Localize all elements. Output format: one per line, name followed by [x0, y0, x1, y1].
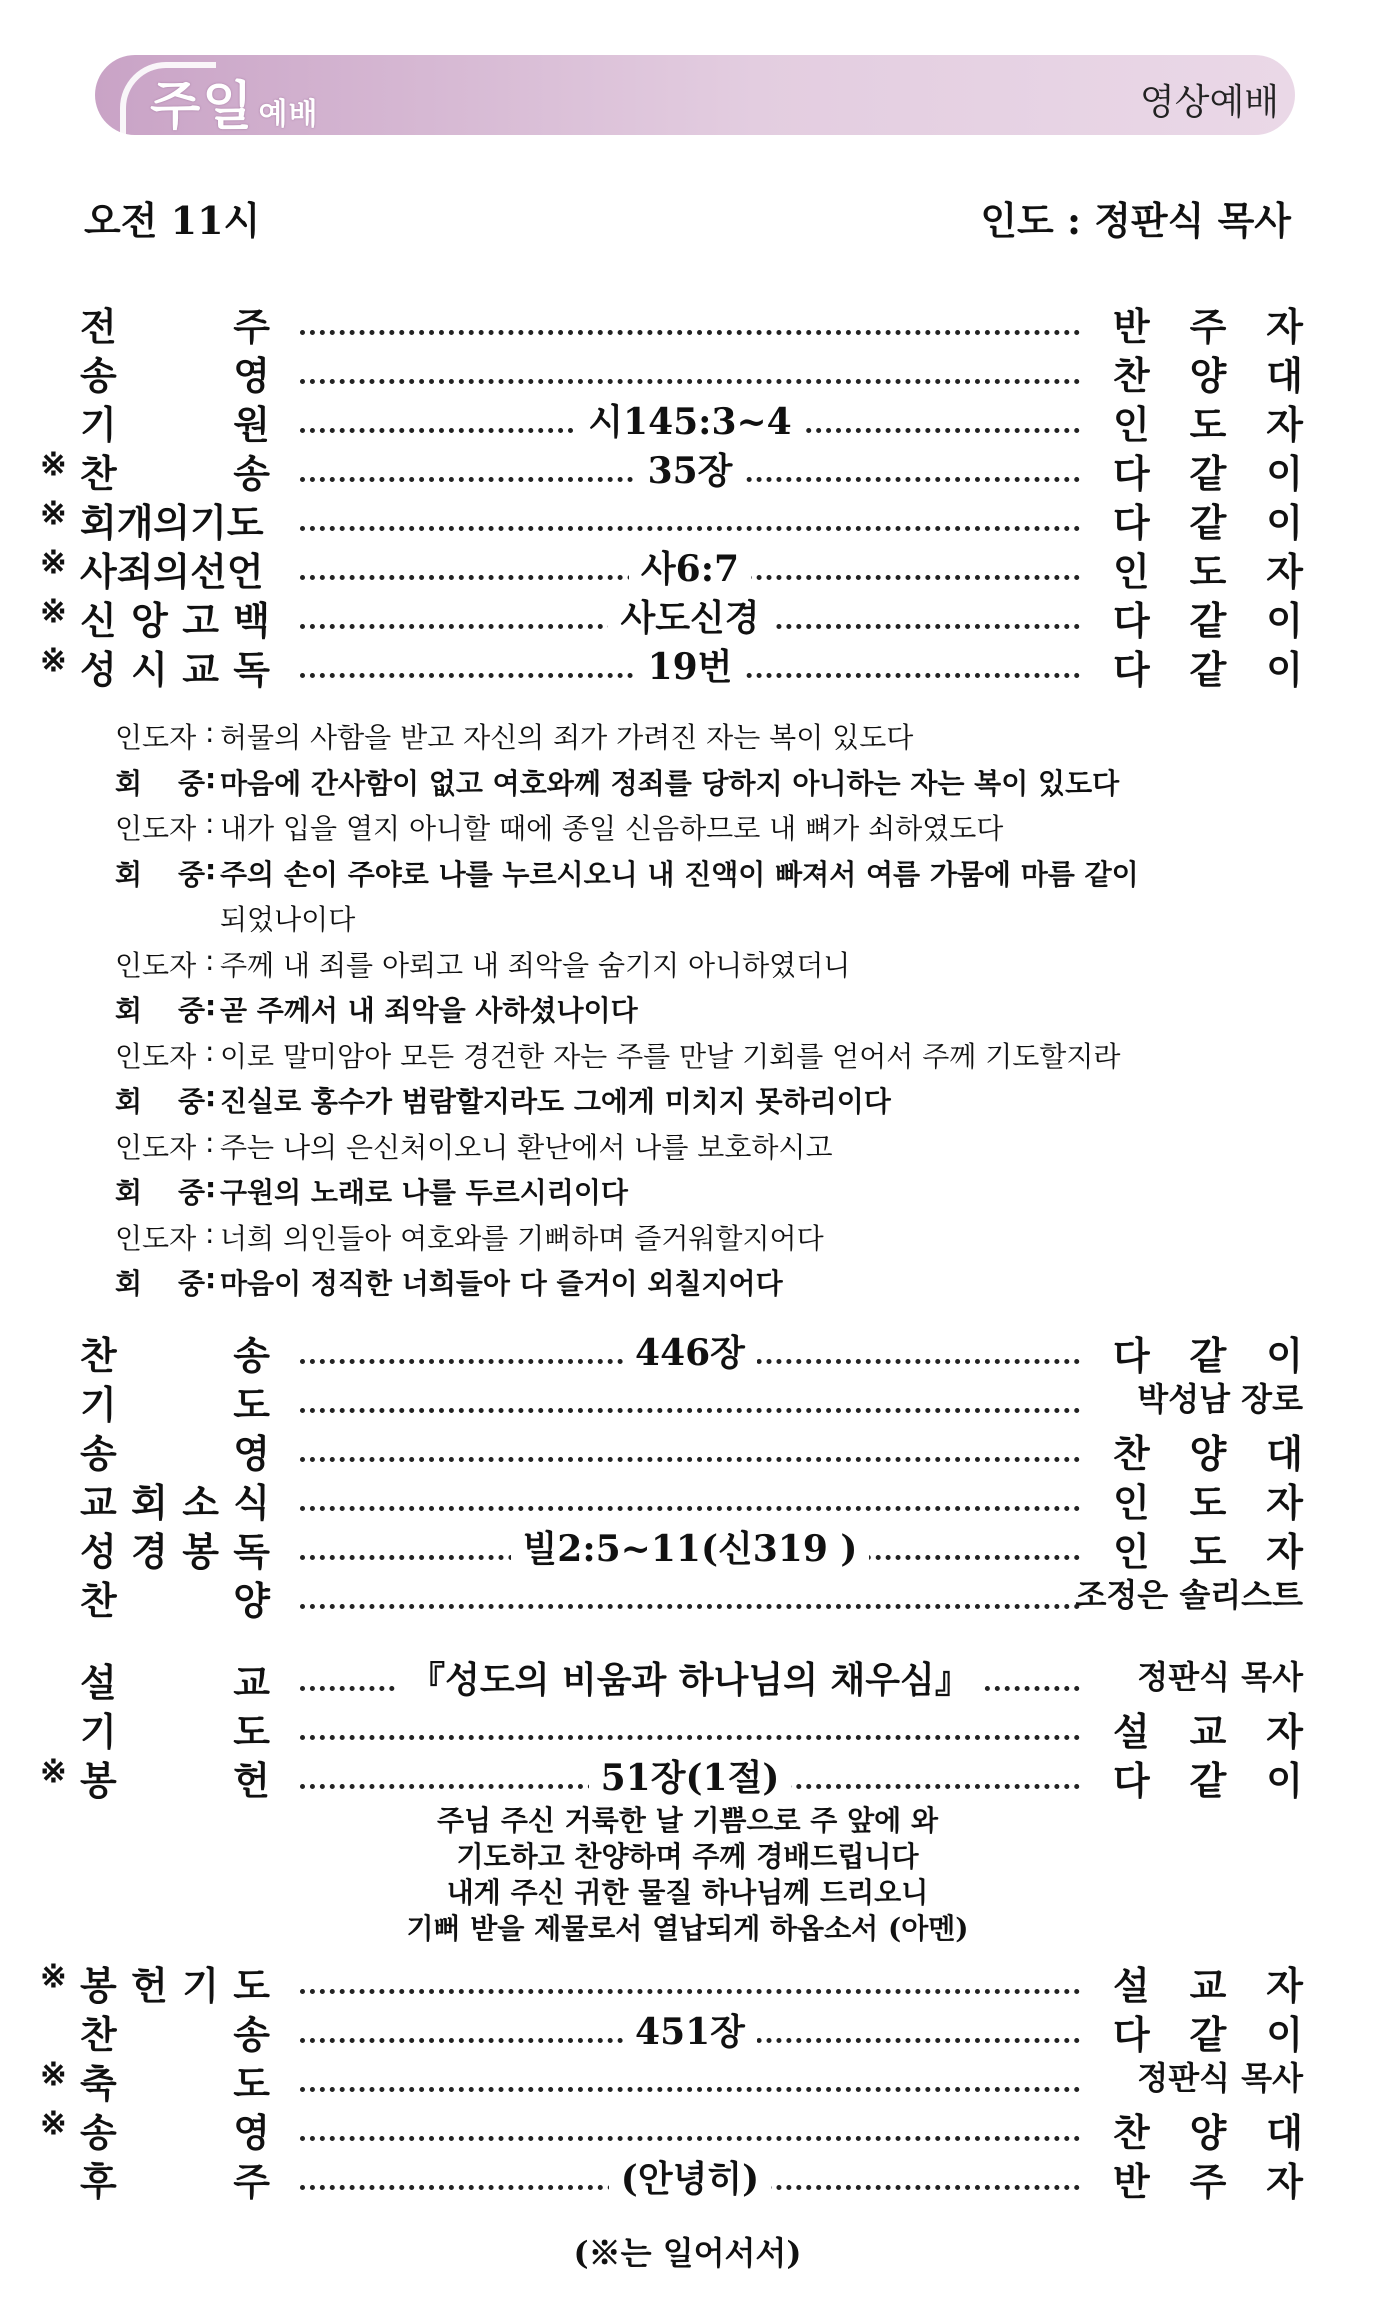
standing-mark: ※: [40, 2104, 67, 2142]
speaker-label: [115, 989, 205, 1029]
speaker-text: 인도자: [115, 1221, 197, 1255]
person-char: 다: [1113, 1758, 1150, 1803]
order-person: [1113, 443, 1303, 498]
speaker-char: 중: [177, 857, 205, 891]
reading-line: [0, 1035, 1375, 1079]
standing-mark: ※: [40, 1752, 67, 1790]
order-person: [1113, 1701, 1303, 1756]
label-char: 후: [80, 2159, 117, 2204]
person-char: 인: [1113, 1529, 1150, 1574]
speaker-char: 회: [115, 1267, 143, 1300]
order-person: [1113, 394, 1303, 449]
order-row: [0, 394, 1375, 447]
speaker-colon: :: [205, 1034, 215, 1068]
label-char: 앙: [131, 598, 168, 643]
order-person: [1113, 541, 1303, 596]
speaker-colon: :: [205, 1125, 215, 1159]
reading-text: 진실로 홍수가 범람할지라도 그에게 미치지 못하리이다: [220, 1085, 891, 1118]
speaker-label: [115, 1126, 205, 1166]
reading-text: 곧 주께서 내 죄악을 사하셨나이다: [220, 994, 638, 1027]
order-person: [1113, 1472, 1303, 1527]
speaker-text: 인도자: [115, 1039, 197, 1073]
order-row: [0, 2004, 1375, 2057]
speaker-label: [115, 1262, 205, 1302]
order-person: [1113, 639, 1303, 694]
order-person: [1113, 296, 1303, 351]
standing-mark: ※: [40, 543, 67, 581]
speaker-colon: :: [205, 807, 215, 840]
person-char: 자: [1266, 1480, 1303, 1525]
reading-text: 마음이 정직한 너희들아 다 즐거이 외칠지어다: [220, 1267, 783, 1300]
order-detail: [300, 2004, 1080, 2055]
order-person: [1113, 590, 1303, 645]
order-detail-text: 446장: [623, 1332, 757, 1374]
label-char: 도: [233, 1709, 270, 1754]
person-char: 도: [1189, 1480, 1227, 1525]
order-person: [1137, 1652, 1303, 1698]
label-char: 주: [233, 304, 270, 349]
label-char: 성: [80, 647, 117, 692]
label-char: 회개의기도: [80, 500, 264, 545]
person-char: 같: [1189, 647, 1227, 692]
order-detail-text: 51장(1절): [589, 1757, 792, 1799]
order-detail: [300, 1521, 1080, 1572]
speaker-colon: :: [205, 852, 217, 886]
person-char: 같: [1189, 1758, 1227, 1803]
label-char: 경: [131, 1529, 168, 1574]
order-label: [80, 1423, 270, 1478]
speaker-label: [115, 1217, 205, 1257]
speaker-colon: :: [205, 716, 215, 749]
person-char: 인: [1113, 1480, 1150, 1525]
speaker-char: 회: [115, 1176, 143, 1209]
label-char: 백: [233, 598, 270, 643]
person-char: 찬: [1113, 2110, 1150, 2155]
order-label: [80, 590, 270, 645]
person-char: 대: [1266, 1431, 1303, 1476]
label-char: 송: [80, 353, 117, 398]
banner-subtitle: 영상예배: [1139, 82, 1279, 123]
label-char: 교: [80, 1480, 117, 1525]
label-char: 봉: [80, 1758, 117, 1803]
label-char: 찬: [80, 451, 117, 496]
label-char: 독: [233, 647, 270, 692]
person-char: 자: [1266, 1709, 1303, 1754]
speaker-colon: :: [205, 943, 215, 977]
order-row: [0, 1955, 1375, 2008]
reading-line: [0, 716, 1375, 760]
order-person: [1113, 345, 1303, 400]
order-row: [0, 2102, 1375, 2155]
order-detail-text: 사6:7: [629, 548, 751, 590]
person-char: 같: [1189, 500, 1227, 545]
order-person: [1137, 2053, 1303, 2099]
order-row: [0, 1570, 1375, 1623]
speaker-label: [115, 762, 205, 802]
order-detail-text: 빌2:5~11(신319 ): [511, 1528, 870, 1570]
person-char: 다: [1113, 451, 1150, 496]
person-char: 도: [1189, 549, 1227, 594]
dot-leader: [300, 1729, 1080, 1740]
label-char: 영: [233, 2110, 270, 2155]
person-char: 같: [1189, 2012, 1227, 2057]
speaker-char: 회: [115, 766, 143, 800]
person-char: 설: [1113, 1963, 1150, 2008]
label-char: 봉: [182, 1529, 219, 1574]
speaker-label: [115, 1080, 205, 1120]
order-person: [1113, 492, 1303, 547]
speaker-colon: :: [205, 761, 217, 795]
order-detail: [300, 639, 1080, 690]
order-detail-text: 35장: [636, 450, 745, 492]
person-char: 인: [1113, 549, 1150, 594]
label-char: 도: [233, 2061, 270, 2106]
label-char: 송: [233, 451, 270, 496]
speaker-colon: :: [205, 1262, 217, 1295]
label-char: 도: [233, 1382, 270, 1427]
order-detail: [300, 1652, 1080, 1703]
order-label: [80, 1570, 270, 1625]
dot-leader: [300, 1983, 1080, 1994]
person-char: 이: [1266, 500, 1303, 545]
reading-line: [0, 1217, 1375, 1261]
order-detail-text: 19번: [636, 646, 745, 688]
dot-leader: [300, 1500, 1080, 1511]
label-char: 교: [182, 647, 219, 692]
label-char: 찬: [80, 2012, 117, 2057]
dot-leader: [300, 2130, 1080, 2141]
speaker-text: 인도자: [115, 721, 197, 754]
order-detail-text: 451장: [623, 2011, 757, 2053]
person-char: 교: [1189, 1709, 1227, 1754]
person-char: 이: [1266, 647, 1303, 692]
label-char: 도: [233, 1963, 270, 2008]
person-char: 자: [1266, 304, 1303, 349]
order-row: [0, 1701, 1375, 1754]
reading-text: 마음에 간사함이 없고 여호와께 정죄를 당하지 아니하는 자는 복이 있도다: [220, 766, 1120, 800]
label-char: 원: [233, 402, 270, 447]
order-detail: [300, 541, 1080, 592]
order-label: [80, 1955, 270, 2010]
person-char: 자: [1266, 549, 1303, 594]
person-char: 다: [1113, 647, 1150, 692]
order-detail: [300, 2151, 1080, 2202]
order-label: [80, 2053, 270, 2108]
order-row: [0, 2053, 1375, 2106]
footnote: (※는 일어서서): [573, 2234, 802, 2272]
order-label: [80, 296, 270, 351]
standing-mark: ※: [40, 641, 67, 679]
label-char: 송: [80, 2110, 117, 2155]
label-char: 송: [233, 2012, 270, 2057]
reading-line: [0, 853, 1375, 897]
order-label: [80, 443, 270, 498]
person-char: 찬: [1113, 1431, 1150, 1476]
person-char: 교: [1189, 1963, 1227, 2008]
order-detail: [300, 1325, 1080, 1376]
service-time: 오전 11시: [84, 198, 261, 243]
order-label: [80, 1374, 270, 1429]
reading-line: [0, 944, 1375, 988]
offertory-lyric: 주님 주신 거룩한 날 기쁨으로 주 앞에 와: [436, 1804, 938, 1837]
speaker-colon: :: [205, 989, 217, 1022]
person-char: 다: [1113, 1333, 1150, 1378]
order-row: [0, 1521, 1375, 1574]
speaker-colon: :: [205, 1171, 217, 1204]
person-char: 박성남 장로: [1137, 1380, 1303, 1418]
label-char: 설: [80, 1660, 117, 1705]
order-detail-text: 시145:3~4: [576, 401, 803, 443]
order-label: [80, 1652, 270, 1707]
reading-text: 허물의 사함을 받고 자신의 죄가 가려진 자는 복이 있도다: [220, 721, 914, 754]
order-label: [80, 541, 270, 596]
person-char: 자: [1266, 402, 1303, 447]
person-char: 자: [1266, 1529, 1303, 1574]
offertory-lyric: 기도하고 찬양하며 주께 경배드립니다: [456, 1840, 919, 1873]
reading-text: 주의 손이 주야로 나를 누르시오니 내 진액이 빠져서 여름 가뭄에 마름 같이: [220, 857, 1139, 891]
person-char: 정판식 목사: [1137, 1658, 1303, 1696]
banner-title-main: 주일: [150, 77, 255, 137]
person-char: 대: [1266, 353, 1303, 398]
offertory-lyric: 내게 주신 귀한 물질 하나님께 드리오니: [446, 1876, 929, 1909]
order-label: [80, 1701, 270, 1756]
person-char: 자: [1266, 1963, 1303, 2008]
reading-text: 너희 의인들아 여호와를 기뻐하며 즐거워할지어다: [220, 1221, 824, 1255]
speaker-text: 인도자: [115, 1130, 197, 1164]
label-char: 주: [233, 2159, 270, 2204]
person-char: 같: [1189, 598, 1227, 643]
dot-leader: [300, 520, 1080, 531]
order-row: [0, 1750, 1375, 1803]
speaker-char: 회: [115, 1085, 143, 1118]
order-detail: [300, 1750, 1080, 1801]
order-person: [1113, 1521, 1303, 1576]
speaker-char: 중: [177, 994, 205, 1027]
order-row: [0, 345, 1375, 398]
person-char: 주: [1189, 2159, 1227, 2204]
standing-mark: ※: [40, 494, 67, 532]
order-person: [1113, 2151, 1303, 2206]
speaker-char: 회: [115, 857, 143, 891]
label-char: 성: [80, 1529, 117, 1574]
reading-text: 내가 입을 열지 아니할 때에 종일 신음하므로 내 뼈가 쇠하였도다: [220, 812, 1004, 845]
label-char: 신: [80, 598, 117, 643]
order-detail: [300, 590, 1080, 641]
order-label: [80, 1521, 270, 1576]
person-char: 이: [1266, 1758, 1303, 1803]
reading-text: 주께 내 죄를 아뢰고 내 죄악을 숨기지 아니하였더니: [220, 948, 851, 982]
reading-text: 이로 말미암아 모든 경건한 자는 주를 만날 기회를 얻어서 주께 기도할지라: [220, 1039, 1121, 1073]
order-label: [80, 639, 270, 694]
label-char: 기: [80, 402, 117, 447]
reading-line: [0, 1171, 1375, 1215]
standing-mark: ※: [40, 445, 67, 483]
label-char: 영: [233, 1431, 270, 1476]
order-label: [80, 492, 270, 547]
order-person: [1113, 2004, 1303, 2059]
person-char: 같: [1189, 451, 1227, 496]
order-label: [80, 2004, 270, 2059]
person-char: 다: [1113, 500, 1150, 545]
label-char: 교: [233, 1660, 270, 1705]
person-char: 다: [1113, 598, 1150, 643]
order-detail: [300, 394, 1080, 445]
order-detail-text: (안녕히): [609, 2158, 771, 2200]
order-row: [0, 1423, 1375, 1476]
order-row: [0, 1374, 1375, 1427]
reading-line: [0, 989, 1375, 1033]
person-char: 이: [1266, 598, 1303, 643]
person-char: 반: [1113, 2159, 1150, 2204]
person-char: 설: [1113, 1709, 1150, 1754]
order-row: [0, 590, 1375, 643]
order-person: [1113, 1423, 1303, 1478]
banner-title-sub: 예배: [258, 97, 319, 132]
label-char: 전: [80, 304, 117, 349]
order-label: [80, 345, 270, 400]
person-char: 조정은 솔리스트: [1075, 1576, 1303, 1614]
label-char: 식: [233, 1480, 270, 1525]
label-char: 소: [182, 1480, 219, 1525]
speaker-char: 회: [115, 994, 143, 1027]
person-char: 대: [1266, 2110, 1303, 2155]
speaker-label: [115, 1171, 205, 1211]
dot-leader: [300, 1598, 1080, 1609]
reading-text: 구원의 노래로 나를 두르시리이다: [220, 1176, 628, 1209]
label-char: 회: [131, 1480, 168, 1525]
order-row: [0, 1652, 1375, 1705]
person-char: 이: [1266, 451, 1303, 496]
standing-mark: ※: [40, 2055, 67, 2093]
label-char: 사죄의선언: [80, 549, 264, 594]
person-char: 도: [1189, 402, 1227, 447]
service-leader: 인도 : 정판식 목사: [980, 198, 1291, 243]
person-char: 이: [1266, 1333, 1303, 1378]
reading-line: [0, 807, 1375, 851]
label-char: 양: [233, 1578, 270, 1623]
order-row: [0, 2151, 1375, 2204]
label-char: 시: [131, 647, 168, 692]
order-row: [0, 541, 1375, 594]
speaker-colon: :: [205, 1216, 215, 1250]
order-row: [0, 1325, 1375, 1378]
order-label: [80, 2151, 270, 2206]
label-char: 헌: [233, 1758, 270, 1803]
person-char: 양: [1189, 2110, 1227, 2155]
order-detail-text: 『성도의 비움과 하나님의 채우심』: [397, 1659, 983, 1701]
reading-line: [0, 1126, 1375, 1170]
order-row: [0, 296, 1375, 349]
person-char: 반: [1113, 304, 1150, 349]
person-char: 이: [1266, 2012, 1303, 2057]
order-row: [0, 639, 1375, 692]
label-char: 찬: [80, 1578, 117, 1623]
speaker-colon: :: [205, 1080, 217, 1113]
label-char: 송: [233, 1333, 270, 1378]
label-char: 독: [233, 1529, 270, 1574]
label-char: 찬: [80, 1333, 117, 1378]
speaker-char: 중: [177, 1085, 205, 1118]
standing-mark: ※: [40, 1957, 67, 1995]
dot-leader: [300, 1402, 1080, 1413]
label-char: 기: [80, 1382, 117, 1427]
speaker-label: [115, 807, 205, 847]
order-person: [1113, 2102, 1303, 2157]
reading-text: 되었나이다: [220, 903, 356, 936]
speaker-char: 중: [177, 766, 205, 800]
speaker-char: 중: [177, 1176, 205, 1209]
order-row: [0, 492, 1375, 545]
person-char: 정판식 목사: [1137, 2059, 1303, 2097]
order-person: [1075, 1570, 1303, 1616]
order-label: [80, 2102, 270, 2157]
label-char: 기: [80, 1709, 117, 1754]
offertory-lyric: 기뻐 받을 제물로서 열납되게 하옵소서 (아멘): [406, 1912, 969, 1945]
speaker-text: 인도자: [115, 812, 197, 845]
label-char: 기: [182, 1963, 219, 2008]
reading-line: [0, 762, 1375, 806]
label-char: 송: [80, 1431, 117, 1476]
reading-line: [0, 1262, 1375, 1306]
person-char: 양: [1189, 1431, 1227, 1476]
order-row: [0, 1472, 1375, 1525]
person-char: 도: [1189, 1529, 1227, 1574]
dot-leader: [300, 2081, 1080, 2092]
label-char: 봉: [80, 1963, 117, 2008]
order-person: [1113, 1955, 1303, 2010]
speaker-label: [115, 944, 205, 984]
banner-title: [150, 64, 318, 139]
order-label: [80, 394, 270, 449]
person-char: 양: [1189, 353, 1227, 398]
order-person: [1113, 1750, 1303, 1805]
speaker-label: [115, 853, 205, 893]
speaker-char: 중: [177, 1267, 205, 1300]
person-char: 주: [1189, 304, 1227, 349]
reading-text: 주는 나의 은신처이오니 환난에서 나를 보호하시고: [220, 1130, 833, 1164]
order-row: [0, 443, 1375, 496]
label-char: 헌: [131, 1963, 168, 2008]
dot-leader: [300, 324, 1080, 335]
person-char: 자: [1266, 2159, 1303, 2204]
order-label: [80, 1325, 270, 1380]
speaker-text: 인도자: [115, 948, 197, 982]
order-person: [1113, 1325, 1303, 1380]
person-char: 다: [1113, 2012, 1150, 2057]
person-char: 인: [1113, 402, 1150, 447]
dot-leader: [300, 373, 1080, 384]
order-label: [80, 1472, 270, 1527]
order-detail-text: 사도신경: [608, 597, 771, 639]
reading-line: [0, 1080, 1375, 1124]
order-label: [80, 1750, 270, 1805]
label-char: 고: [182, 598, 219, 643]
person-char: 찬: [1113, 353, 1150, 398]
label-char: 축: [80, 2061, 117, 2106]
speaker-label: [115, 716, 205, 756]
standing-mark: ※: [40, 592, 67, 630]
dot-leader: [300, 1451, 1080, 1462]
order-person: [1137, 1374, 1303, 1420]
reading-line: [0, 898, 1375, 942]
speaker-label: [115, 1035, 205, 1075]
order-detail: [300, 443, 1080, 494]
person-char: 같: [1189, 1333, 1227, 1378]
label-char: 영: [233, 353, 270, 398]
